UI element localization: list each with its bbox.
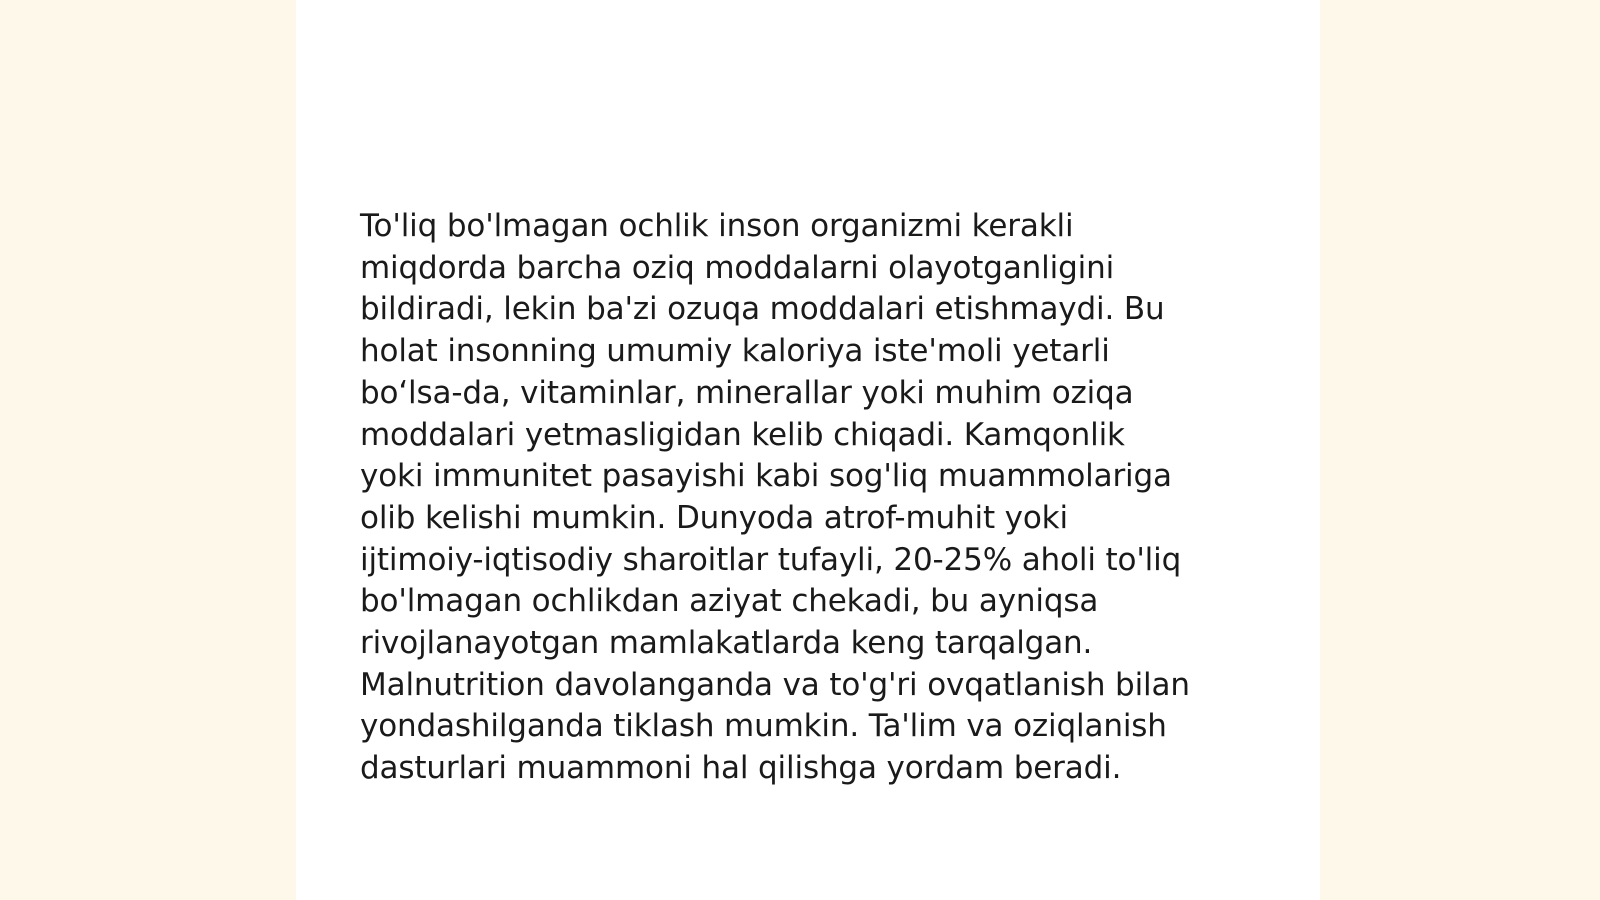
text-line: yondashilganda tiklash mumkin. Ta'lim va oziqlanish — [360, 708, 1167, 745]
text-line: miqdorda barcha oziq moddalarni olayotganligini — [360, 249, 1115, 286]
text-line: moddalari yetmasligidan kelib chiqadi. Kamqonlik — [360, 416, 1125, 453]
paragraph-text — [360, 206, 1260, 790]
text-line: rivojlanayotgan mamlakatlarda keng tarqalgan. — [360, 625, 1093, 662]
text-line: bo'lmagan ochlikdan aziyat chekadi, bu ayniqsa — [360, 583, 1099, 620]
text-line: Malnutrition davolanganda va to'g'ri ovqatlanish bilan — [360, 666, 1190, 703]
text-line: ijtimoiy-iqtisodiy sharoitlar tufayli, 20-25% aholi to'liq — [360, 541, 1182, 578]
text-line: olib kelishi mumkin. Dunyoda atrof-muhit yoki — [360, 499, 1068, 536]
text-line: holat insonning umumiy kaloriya iste'moli yetarli — [360, 333, 1110, 370]
text-line: bo‘lsa-da, vitaminlar, minerallar yoki muhim oziqa — [360, 374, 1134, 411]
slide-page — [296, 0, 1320, 900]
text-line: dasturlari muammoni hal qilishga yordam beradi. — [360, 750, 1122, 787]
text-line: bildiradi, lekin ba'zi ozuqa moddalari etishmaydi. Bu — [360, 291, 1165, 328]
text-line: yoki immunitet pasayishi kabi sog'liq muammolariga — [360, 458, 1172, 495]
text-line: To'liq bo'lmagan ochlik inson organizmi kerakli — [360, 208, 1074, 244]
